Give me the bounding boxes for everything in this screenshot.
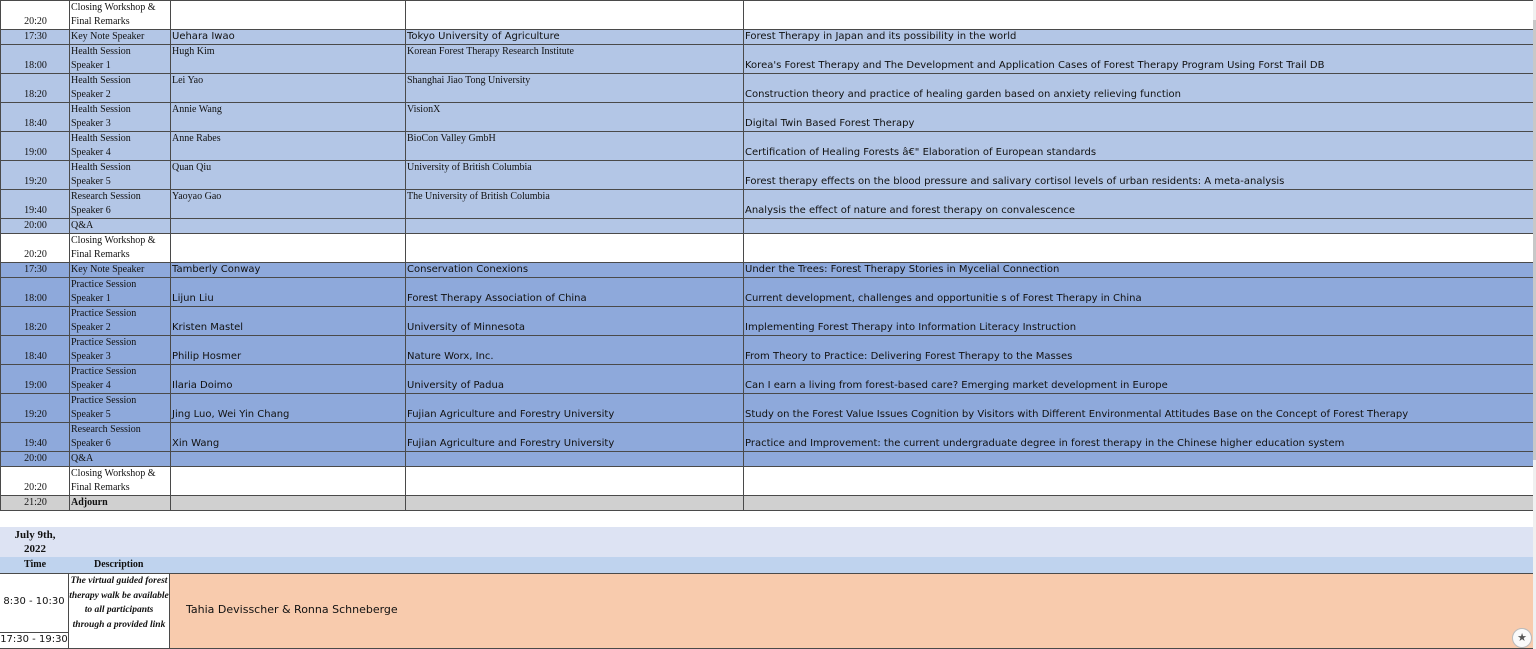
time-cell[interactable] (1, 161, 70, 190)
topic-text: Forest therapy effects on the blood pressure and salivary cortisol levels of urban residents: A meta-analysis (745, 176, 1285, 187)
speaker-text: Kristen Mastel (172, 322, 244, 333)
session-label: Speaker 4 (71, 147, 111, 158)
speaker-cell[interactable] (171, 365, 406, 394)
topic-cell[interactable] (744, 103, 1534, 132)
organization-cell[interactable] (406, 103, 744, 132)
session-label: Final Remarks (71, 16, 130, 27)
time-cell[interactable] (1, 190, 70, 219)
organization-text: Forest Therapy Association of China (407, 293, 587, 304)
session-label: Q&A (71, 453, 94, 464)
topic-text: Digital Twin Based Forest Therapy (745, 118, 915, 129)
session-label: Speaker 1 (71, 60, 111, 71)
time-cell[interactable] (1, 45, 70, 74)
time-text: 18:40 (24, 118, 47, 129)
topic-text: Analysis the effect of nature and forest therapy on convalescence (745, 205, 1076, 216)
schedule-row (1, 132, 1534, 161)
schedule-row (1, 307, 1534, 336)
session-label: Speaker 3 (71, 118, 111, 129)
organization-text: Shanghai Jiao Tong University (407, 75, 531, 86)
session-label: Key Note Speaker (71, 31, 145, 42)
session-label: Closing Workshop & (71, 468, 156, 479)
time-text: 19:20 (24, 409, 47, 420)
session-label: Speaker 5 (71, 176, 111, 187)
speaker-cell[interactable] (171, 394, 406, 423)
organization-cell[interactable] (406, 467, 744, 496)
speaker-cell[interactable] (171, 190, 406, 219)
organization-text: Tokyo University of Agriculture (407, 31, 560, 42)
organization-cell[interactable] (406, 496, 744, 511)
session-label: Closing Workshop & (71, 235, 156, 246)
organization-text: Conservation Conexions (407, 264, 529, 275)
schedule-row (1, 423, 1534, 452)
topic-text: Certification of Healing Forests â€" Elaboration of European standards (745, 147, 1097, 158)
speaker-cell[interactable] (171, 219, 406, 234)
session-cell[interactable] (70, 423, 171, 452)
speaker-cell[interactable] (171, 103, 406, 132)
time-text: 18:00 (24, 293, 47, 304)
time-text: 21:20 (24, 497, 47, 508)
topic-cell[interactable] (744, 74, 1534, 103)
organization-cell[interactable] (406, 336, 744, 365)
session-cell[interactable] (70, 103, 171, 132)
time-cell[interactable] (1, 1, 70, 30)
speaker-cell[interactable] (171, 452, 406, 467)
schedule-row (1, 103, 1534, 132)
walk-time-1: 8:30 - 10:30 (3, 596, 65, 607)
speaker-cell[interactable] (171, 234, 406, 263)
topic-cell[interactable] (744, 234, 1534, 263)
time-cell[interactable] (1, 496, 70, 511)
speaker-text: Lijun Liu (172, 293, 214, 304)
header-description: Description (94, 559, 144, 570)
speaker-cell[interactable] (171, 278, 406, 307)
time-cell[interactable] (1, 394, 70, 423)
session-label: Speaker 1 (71, 293, 111, 304)
header-time: Time (24, 559, 47, 570)
topic-text: Korea's Forest Therapy and The Development and Application Cases of Forest Therapy Program Using Forst Trail DB (745, 60, 1325, 71)
session-cell[interactable] (70, 263, 171, 278)
topic-cell[interactable] (744, 161, 1534, 190)
topic-text: Practice and Improvement: the current undergraduate degree in forest therapy in the Chinese higher education system (745, 438, 1345, 449)
session-label: Speaker 3 (71, 351, 111, 362)
topic-text: Construction theory and practice of healing garden based on anxiety relieving function (745, 89, 1181, 100)
speaker-cell[interactable] (171, 30, 406, 45)
topic-cell[interactable] (744, 1, 1534, 30)
session-cell[interactable] (70, 74, 171, 103)
topic-cell[interactable] (744, 452, 1534, 467)
organization-cell[interactable] (406, 365, 744, 394)
walk-guides-cell (170, 574, 1533, 648)
time-text: 20:20 (24, 482, 47, 493)
time-text: 19:40 (24, 438, 47, 449)
session-label: Health Session (71, 133, 131, 144)
session-cell[interactable] (70, 467, 171, 496)
time-cell[interactable] (1, 234, 70, 263)
schedule-row (1, 394, 1534, 423)
organization-cell[interactable] (406, 278, 744, 307)
topic-cell[interactable] (744, 307, 1534, 336)
organization-cell[interactable] (406, 30, 744, 45)
time-cell[interactable] (1, 103, 70, 132)
speaker-cell[interactable] (171, 307, 406, 336)
session-cell[interactable] (70, 307, 171, 336)
walk-row (0, 573, 1533, 649)
topic-cell[interactable] (744, 30, 1534, 45)
session-cell[interactable] (70, 365, 171, 394)
time-text: 20:00 (24, 220, 47, 231)
session-cell[interactable] (70, 394, 171, 423)
organization-cell[interactable] (406, 263, 744, 278)
speaker-cell[interactable] (171, 263, 406, 278)
topic-cell[interactable] (744, 423, 1534, 452)
walk-times-cell (0, 574, 69, 648)
schedule-row (1, 467, 1534, 496)
organization-cell[interactable] (406, 74, 744, 103)
time-text: 17:30 (24, 264, 47, 275)
organization-text: University of Padua (407, 380, 504, 391)
organization-cell[interactable] (406, 234, 744, 263)
session-label: Health Session (71, 75, 131, 86)
session-label: Practice Session (71, 395, 137, 406)
topic-cell[interactable] (744, 219, 1534, 234)
session-cell[interactable] (70, 452, 171, 467)
walk-description: The virtual guided forest therapy walk be available to all participants through a provided link (69, 574, 170, 648)
organization-cell[interactable] (406, 423, 744, 452)
speaker-text: Anne Rabes (172, 133, 221, 144)
speaker-text: Annie Wang (172, 104, 222, 115)
topic-cell[interactable] (744, 365, 1534, 394)
session-label: Speaker 6 (71, 205, 111, 216)
session-label: Q&A (71, 220, 94, 231)
organization-cell[interactable] (406, 219, 744, 234)
organization-cell[interactable] (406, 161, 744, 190)
session-label: Speaker 2 (71, 322, 111, 333)
organization-text: Fujian Agriculture and Forestry University (407, 409, 615, 420)
topic-cell[interactable] (744, 496, 1534, 511)
topic-text: Under the Trees: Forest Therapy Stories in Mycelial Connection (745, 264, 1060, 275)
time-text: 18:20 (24, 89, 47, 100)
schedule-row (1, 219, 1534, 234)
speaker-text: Philip Hosmer (172, 351, 242, 362)
time-cell[interactable] (1, 365, 70, 394)
walk-time-2: 17:30 - 19:30 (0, 634, 68, 645)
topic-cell[interactable] (744, 132, 1534, 161)
session-cell[interactable] (70, 190, 171, 219)
schedule-row (1, 452, 1534, 467)
speaker-text: Quan Qiu (172, 162, 212, 173)
schedule-row (1, 278, 1534, 307)
speaker-text: Ilaria Doimo (172, 380, 233, 391)
organization-text: The University of British Columbia (407, 191, 550, 202)
time-text: 19:20 (24, 176, 47, 187)
topic-cell[interactable] (744, 394, 1534, 423)
schedule-row (1, 263, 1534, 278)
session-cell[interactable] (70, 219, 171, 234)
session-cell[interactable] (70, 161, 171, 190)
speaker-text: Hugh Kim (172, 46, 215, 57)
schedule-row (1, 336, 1534, 365)
session-label: Research Session (71, 191, 141, 202)
speaker-text: Lei Yao (172, 75, 204, 86)
organization-text: Fujian Agriculture and Forestry University (407, 438, 615, 449)
time-text: 18:20 (24, 322, 47, 333)
schedule-row (1, 161, 1534, 190)
date-bar (0, 527, 1533, 557)
topic-text: Can I earn a living from forest-based care? Emerging market development in Europe (745, 380, 1168, 391)
session-label: Final Remarks (71, 249, 130, 260)
schedule-row (1, 496, 1534, 511)
star-icon[interactable]: ★ (1512, 628, 1532, 648)
time-cell[interactable] (1, 30, 70, 45)
session-label: Speaker 4 (71, 380, 111, 391)
session-label: Speaker 2 (71, 89, 111, 100)
session-cell[interactable] (70, 30, 171, 45)
topic-text: Forest Therapy in Japan and its possibility in the world (745, 31, 1017, 42)
speaker-cell[interactable] (171, 1, 406, 30)
organization-cell[interactable] (406, 452, 744, 467)
session-cell[interactable] (70, 336, 171, 365)
speaker-cell[interactable] (171, 161, 406, 190)
session-label: Speaker 6 (71, 438, 111, 449)
session-label: Closing Workshop & (71, 2, 156, 13)
schedule-row (1, 30, 1534, 45)
organization-text: VisionX (407, 104, 441, 115)
session-label: Final Remarks (71, 482, 130, 493)
session-cell[interactable] (70, 132, 171, 161)
time-cell[interactable] (1, 219, 70, 234)
time-text: 17:30 (24, 31, 47, 42)
topic-cell[interactable] (744, 278, 1534, 307)
organization-text: Korean Forest Therapy Research Institute (407, 46, 574, 57)
time-cell[interactable] (1, 336, 70, 365)
schedule-row (1, 45, 1534, 74)
session-cell[interactable] (70, 496, 171, 511)
speaker-text: Uehara Iwao (172, 31, 235, 42)
schedule-body (1, 1, 1534, 511)
session-label: Key Note Speaker (71, 264, 145, 275)
time-text: 18:40 (24, 351, 47, 362)
time-cell[interactable] (1, 132, 70, 161)
organization-cell[interactable] (406, 45, 744, 74)
schedule-row (1, 74, 1534, 103)
topic-cell[interactable] (744, 45, 1534, 74)
time-cell[interactable] (1, 74, 70, 103)
session-label: Speaker 5 (71, 409, 111, 420)
session-cell[interactable] (70, 45, 171, 74)
organization-text: BioCon Valley GmbH (407, 133, 496, 144)
speaker-cell[interactable] (171, 74, 406, 103)
speaker-cell[interactable] (171, 496, 406, 511)
time-text: 19:00 (24, 380, 47, 391)
time-text: 20:20 (24, 16, 47, 27)
organization-cell[interactable] (406, 307, 744, 336)
session-label: Practice Session (71, 337, 137, 348)
day2-section (0, 527, 1533, 649)
speaker-cell[interactable] (171, 336, 406, 365)
time-cell[interactable] (1, 263, 70, 278)
speaker-text: Yaoyao Gao (172, 191, 222, 202)
topic-text: From Theory to Practice: Delivering Forest Therapy to the Masses (745, 351, 1073, 362)
time-text: 20:00 (24, 453, 47, 464)
schedule-row (1, 234, 1534, 263)
session-cell[interactable] (70, 234, 171, 263)
time-cell[interactable] (1, 467, 70, 496)
organization-text: University of British Columbia (407, 162, 532, 173)
organization-text: University of Minnesota (407, 322, 526, 333)
time-text: 20:20 (24, 249, 47, 260)
schedule-row (1, 190, 1534, 219)
topic-text: Study on the Forest Value Issues Cognition by Visitors with Different Environmental Attitudes Base on the Concept of Forest Therapy (745, 409, 1409, 420)
topic-cell[interactable] (744, 336, 1534, 365)
speaker-cell[interactable] (171, 423, 406, 452)
day2-header-row (0, 557, 1533, 573)
organization-text: Nature Worx, Inc. (407, 351, 494, 362)
time-cell[interactable] (1, 423, 70, 452)
speaker-text: Tamberly Conway (172, 264, 261, 275)
session-label: Practice Session (71, 366, 137, 377)
schedule-row (1, 365, 1534, 394)
topic-cell[interactable] (744, 263, 1534, 278)
walk-guides: Tahia Devisscher & Ronna Schneberge (186, 603, 398, 616)
schedule-row (1, 1, 1534, 30)
session-label: Research Session (71, 424, 141, 435)
organization-cell[interactable] (406, 190, 744, 219)
session-label: Health Session (71, 104, 131, 115)
organization-cell[interactable] (406, 1, 744, 30)
speaker-cell[interactable] (171, 467, 406, 496)
topic-cell[interactable] (744, 467, 1534, 496)
session-cell[interactable] (70, 1, 171, 30)
session-label: Health Session (71, 46, 131, 57)
session-label: Practice Session (71, 279, 137, 290)
time-cell[interactable] (1, 307, 70, 336)
session-label: Health Session (71, 162, 131, 173)
time-text: 18:00 (24, 60, 47, 71)
speaker-cell[interactable] (171, 45, 406, 74)
day2-date (0, 528, 70, 556)
time-cell[interactable] (1, 452, 70, 467)
organization-cell[interactable] (406, 394, 744, 423)
topic-text: Implementing Forest Therapy into Information Literacy Instruction (745, 322, 1077, 333)
day2-date-line2: 2022 (24, 543, 46, 555)
session-label: Practice Session (71, 308, 137, 319)
organization-cell[interactable] (406, 132, 744, 161)
topic-text: Current development, challenges and opportunitie s of Forest Therapy in China (745, 293, 1142, 304)
time-text: 19:00 (24, 147, 47, 158)
day2-date-line1: July 9th, (14, 529, 56, 541)
speaker-text: Xin Wang (172, 438, 220, 449)
speaker-text: Jing Luo, Wei Yin Chang (172, 409, 290, 420)
time-cell[interactable] (1, 278, 70, 307)
time-text: 19:40 (24, 205, 47, 216)
session-label: Adjourn (71, 497, 108, 508)
topic-cell[interactable] (744, 190, 1534, 219)
session-cell[interactable] (70, 278, 171, 307)
speaker-cell[interactable] (171, 132, 406, 161)
